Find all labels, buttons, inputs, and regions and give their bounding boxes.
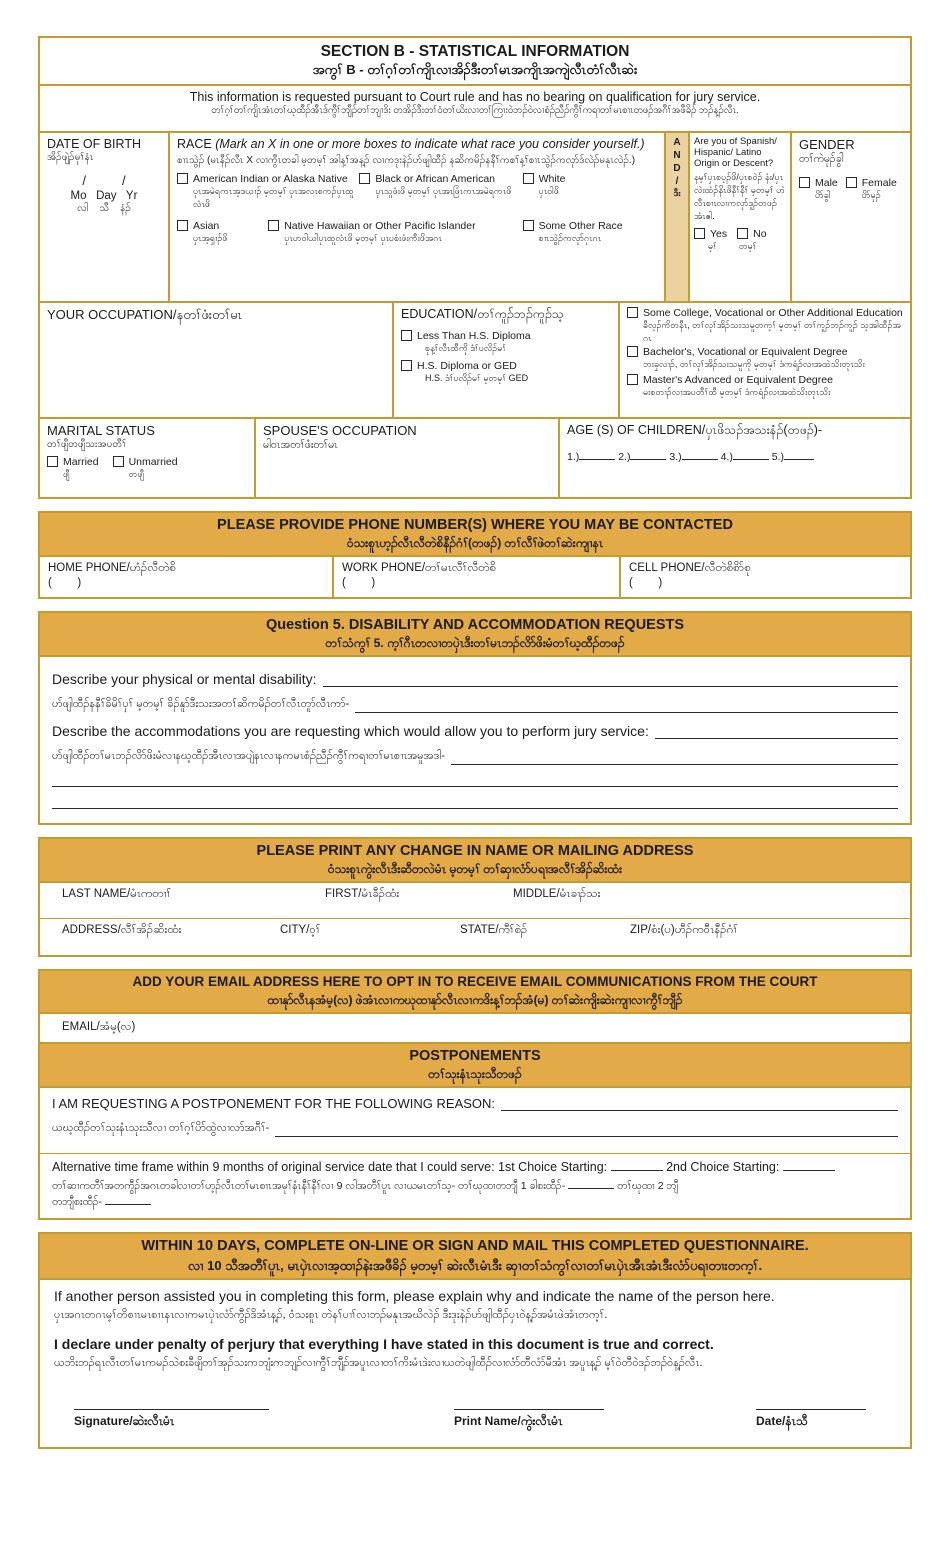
- perjury-declaration-karen: ယဘိးဘၣ်ရၤလီၤတၢ်မၤကမၣ်သဲစးခီဖျိတၢ်အုၣ်သးကဘျံးကဘျၣ်လၢကွီၢ်ဘျီၣ်အပူၤလၢတၢ်ကိးမံၤဒဲးလၢယတဲဖျါထီၣ်လၢလံာ်တီလံာ်မီအံၤ အပူၤန့ၣ် မ့ၢ်ဝဲတီဝဲဒၣ်ဘၣ်ဝဲန့ၣ်လီၤ.: [54, 1357, 703, 1370]
- checkbox-race-other[interactable]: [523, 220, 534, 231]
- postponement-reason-label: I AM REQUESTING A POSTPONEMENT FOR THE FOLLOWING REASON:: [52, 1096, 496, 1112]
- child-slot-label: 5.): [771, 450, 785, 463]
- edu-option-label: Bachelor's, Vocational or Equivalent Degree: [643, 345, 848, 358]
- accommodation-answer-blank-4[interactable]: [52, 797, 898, 809]
- male-label-karen: ပိာ်ခွါ: [815, 190, 831, 201]
- child-age-blank-5[interactable]: [784, 449, 814, 460]
- child-age-blank-2[interactable]: [630, 449, 666, 460]
- race-option-karen: ပှၤအ့ရှၢၣ်ဖိ: [193, 233, 228, 244]
- accommodation-question: Describe the accommodations you are requesting which would allow you to perform jury service:: [52, 723, 649, 740]
- edu-option-label: Some College, Vocational or Other Additional Education: [643, 306, 903, 319]
- race-option-label: Some Other Race: [538, 220, 623, 233]
- hispanic-no-karen: တမ့ၢ်: [738, 241, 757, 252]
- children-ages-label: AGE (S) OF CHILDREN/ပှၤဖိသၣ်အသးနံၣ်(တဖၣ်)-: [567, 422, 823, 437]
- accommodation-answer-blank-2[interactable]: [451, 753, 898, 765]
- assistance-statement-karen: ပှၤအဂၤတဂၤမ့ၢ်တိစၢၤမၤစၢၤနၤလၢကမၤပှဲၤလံာ်ကွီၣ်ဒိအံၤန့ၣ်, ဝံသးစူၤ တဲနၢ်ပၢၢ်လၢဘၣ်မနုၤအဃိလဲၣ် ဒီးဒုးနဲၣ်ဟ်ဖျါထီၣ်ပှၤဝဲန့ၣ်အမံၤဖဲအံၤတက့ၢ်.: [54, 1309, 608, 1322]
- hispanic-origin-section: [688, 133, 790, 301]
- hispanic-question: Are you of Spanish/ Hispanic/ Latino Origin or Descent?: [694, 135, 777, 169]
- race-instruction-karen: စၢၤသွဲၣ် (မၤနီၣ်လီၤ X လၢကွီၤတခါ မ့တမ့ၢ် အါန့ၢ်အန့ၣ် လၢကဒုးနဲၣ်ဟ်ဖျါထီၣ် နဆိကမိၣ်နနီၢ်ကစၢ်န့ၢ်စၢၤသွဲၣ်ကလုာ်ဒ်လဲၣ်မနုၤလဲၣ်.): [177, 154, 636, 166]
- gender-label: GENDER: [799, 136, 855, 152]
- disability-section: [38, 611, 912, 825]
- checkbox-race-american-indian[interactable]: [177, 173, 188, 184]
- email-banner-title: ADD YOUR EMAIL ADDRESS HERE TO OPT IN TO RECEIVE EMAIL COMMUNICATIONS FROM THE COURT: [132, 974, 818, 990]
- email-field[interactable]: [40, 1012, 910, 1042]
- signature-label: Signature/ဆဲးလီၤမံၤ: [74, 1413, 175, 1428]
- section-header: [40, 38, 910, 84]
- spouse-occupation-label: SPOUSE'S OCCUPATION: [263, 422, 417, 438]
- completion-banner-title-karen: လၢ 10 သီအတီၢ်ပူၤ, မၤပှဲၤလၢအ့ထၢၣ်နဲးအဖီခိၣ် မ့တမ့ၢ် ဆဲးလီၤမံၤဒီး ဆှၢတၢ်သံကွၢ်လၢတၢ်မၤပှဲၤအီၤအံၤဒီးလံာ်ပရၢတၢးတက့ၢ်.: [187, 1257, 763, 1273]
- checkbox-married[interactable]: [47, 456, 58, 467]
- first-name-label: FIRST/မံၤခီၣ်ထံး: [325, 888, 400, 901]
- cell-phone-paren: ( ): [629, 576, 663, 589]
- edu-option-karen: ခီလ့ၣ်ကိတနီၤ, တၢ်လုၢ်အိၣ်သးသမူတက့ၢ် မ့တမ့ၢ် တၢ်ကူၣ်ဘၣ်ကူၣ် သ့အါထီၣ်အဂၤ: [643, 319, 901, 343]
- notice: [40, 84, 910, 131]
- and-connector-column: [664, 133, 688, 301]
- checkbox-hispanic-no[interactable]: [737, 228, 748, 239]
- dob-units: Mo Day Yr: [70, 190, 138, 203]
- occupation-field[interactable]: [40, 303, 392, 417]
- date-label: Date/နံၤသီ: [756, 1413, 808, 1428]
- notice-text-karen: တၢ်ဂ့ၢ်တၢ်ကျိၤအံၤတၢ်ဃ့ထီၣ်အီၤဒ်ကွီၢ်ဘျီၣ်တၢ်ဘျၢဒိး တအိၣ်ဒီးတၢ်ဝံတၢ်ယိးလၢတၢ်ကြၢးဝဲဘၣ်ဝဲလၢစံၣ်ညီၣ်ကွီၢ်ကရၢတၢ်မၤစၢၤတဖၣ်အဂီၢ်အဖီခိၣ် ဘၣ်န့ၣ်လီၤ.: [211, 104, 739, 116]
- alternative-time-line: [52, 1160, 898, 1174]
- email-banner-title-karen: ထၢနုာ်လီၤနအံမ့(လ) ဖဲအံၤလၢကဃုထၢနုာ်လီၤလၢကဒိးန့ၢ်ဘၣ်အံ(မ) တၢ်ဆဲးကျိးဆဲးကျၢလၢကွီၢ်ဘျီၣ်: [267, 992, 683, 1007]
- disability-banner: [40, 613, 910, 655]
- checkbox-edu-less-than-hs[interactable]: [401, 330, 412, 341]
- race-option-label: American Indian or Alaska Native: [193, 173, 348, 186]
- checkbox-race-white[interactable]: [523, 173, 534, 184]
- postponements-banner-title-karen: တၢ်သုးနံၤသုးသီတဖၣ်: [428, 1067, 522, 1082]
- work-phone-label: WORK PHONE/တၢ်မၤလီၢ်လီတဲစိ: [342, 561, 496, 574]
- hispanic-yes-karen: မ့ၢ်: [708, 241, 717, 252]
- disability-answer-blank-2[interactable]: [355, 701, 898, 713]
- checkbox-unmarried[interactable]: [113, 456, 124, 467]
- race-option-karen: စၢၤသွဲၣ်ကလုာ်ဂုၤဂၤ: [538, 233, 602, 244]
- race-option-karen: ပှၤဝါဖိ: [538, 186, 559, 197]
- gender-section: [790, 133, 910, 301]
- race-option-label: Native Hawaiian or Other Pacific Islander: [284, 220, 476, 233]
- first-choice-blank-karen[interactable]: [568, 1178, 614, 1189]
- spouse-occupation-field[interactable]: [254, 419, 558, 497]
- checkbox-edu-bachelors[interactable]: [627, 346, 638, 357]
- address-label: ADDRESS/လီၢ်အိၣ်ဆိးထံး: [62, 924, 182, 937]
- cell-phone-field[interactable]: [619, 557, 910, 597]
- postponement-reason-blank-1[interactable]: [501, 1099, 898, 1111]
- education-section-right: [618, 303, 910, 417]
- address-row[interactable]: [40, 918, 910, 955]
- married-label: Married: [63, 456, 99, 469]
- race-option-label: Asian: [193, 220, 220, 233]
- phone-banner: [40, 513, 910, 555]
- work-phone-paren: ( ): [342, 576, 376, 589]
- checkbox-gender-male[interactable]: [799, 177, 810, 188]
- last-name-label: LAST NAME/မံၤကတၢၢ်: [62, 888, 172, 901]
- and-slash: /: [675, 175, 679, 187]
- disability-banner-title-karen: တၢ်သံကွၢ် 5. က့ၢ်ဂီၤတလၢတပှဲၤဒီးတၢ်မၤဘၣ်လိာ်ဖိးမံတၢ်ဃ့ထီၣ်တဖၣ်: [325, 636, 625, 651]
- edu-option-label: Less Than H.S. Diploma: [417, 329, 531, 342]
- alternative-time-line-karen-2: တဘျီစးထီၣ်-: [52, 1194, 898, 1210]
- hispanic-question-karen: နမ့ၢ်ပှၤစပ့ၣ်ဖိ/ပှၤစဝဲၣ် နံး/ပှၤလဲးထံၣ်နိၤဖိနီၢ်နီၢ် မ့တမ့ၢ် ဟဲလီၤစၢၤလၢကလုာ်ဒူၣ်တဖၣ်အံၤဧါ.: [694, 171, 785, 221]
- marital-label: MARITAL STATUS: [47, 422, 155, 438]
- and-text-karen: ဒီး: [673, 187, 681, 198]
- phone-banner-title: PLEASE PROVIDE PHONE NUMBER(S) WHERE YOU MAY BE CONTACTED: [217, 516, 733, 533]
- and-text: AND: [671, 136, 683, 176]
- section-title-karen: အကွၢ် B - တၢ်ဂ့ၢ်တၢ်ကျိၤလၢအိၣ်ဒီးတၢ်မၤအကျိၤအကျဲလီၤတံၢ်လီၤဆဲး: [312, 62, 638, 77]
- phone-banner-title-karen: ဝံသးစူၤဟ့ၣ်လီၤလီတဲစိနီၣ်ဂံၢ်(တဖၣ်) တၢ်လီၢ်ဖဲတၢ်ဆဲးကျၢနၤ: [346, 535, 604, 550]
- checkbox-edu-hs-ged[interactable]: [401, 360, 412, 371]
- phone-section: [38, 511, 912, 599]
- children-ages-section: [558, 419, 910, 497]
- second-choice-blank-karen[interactable]: [105, 1194, 151, 1205]
- state-label: STATE/ကီၢ်စဲၣ်: [460, 924, 528, 937]
- race-option-karen: ပှၤဟဝါယါပှၤထူလံၤဖိ မ့တမ့ၢ် ပှၤပစံးဖံးကီးဖိအဂၤ: [284, 233, 442, 244]
- hispanic-yes-label: Yes: [710, 228, 728, 241]
- edu-option-karen: စုန့ၢ်လီၤထီကို ဒံၢ်ပလိၣ်မၢ်: [425, 342, 507, 353]
- edu-option-label: Master's Advanced or Equivalent Degree: [643, 373, 833, 386]
- disability-banner-title: Question 5. DISABILITY AND ACCOMMODATION REQUESTS: [265, 616, 685, 633]
- checkbox-race-hawaiian-pacific[interactable]: [268, 220, 279, 231]
- male-label: Male: [815, 177, 838, 190]
- middle-name-label: MIDDLE/မံၤခၢၣ်သး: [513, 888, 601, 901]
- edu-option-karen: H.S. ဒံၢ်ပလိၣ်မၢ် မ့တမ့ၢ် GED: [425, 372, 529, 383]
- signature-blank[interactable]: [74, 1398, 269, 1410]
- spouse-occupation-label-karen: မါဝၤအတၢ်ဖံးတၢ်မၤ: [263, 438, 339, 451]
- email-banner: [40, 971, 910, 1012]
- unmarried-label-karen: တဖျီ: [128, 469, 144, 480]
- completion-signature-section: [38, 1232, 912, 1449]
- female-label-karen: ပိာ်မုၣ်: [861, 190, 881, 201]
- completion-banner-title: WITHIN 10 DAYS, COMPLETE ON-LINE OR SIGN AND MAIL THIS COMPLETED QUESTIONNAIRE.: [141, 1238, 809, 1255]
- edu-option-label: H.S. Diploma or GED: [417, 359, 517, 372]
- home-phone-paren: ( ): [48, 576, 82, 589]
- child-age-blank-4[interactable]: [733, 449, 769, 460]
- accommodation-question-karen: ဟ်ဖျါထီၣ်တၢ်မၤဘၣ်လိာ်ဖိးမံလၢနဃ့ထီၣ်အီၤလၢအပျဲနၤလၢနကမၤစံၣ်ညီၣ်ကွီၢ်ကရၢတၢ်မၤစၢၤအမူအဒါ-: [52, 750, 445, 763]
- disability-question: Describe your physical or mental disability:: [52, 671, 317, 688]
- checkbox-race-black[interactable]: [359, 173, 370, 184]
- race-section: [168, 133, 664, 301]
- postponement-reason-blank-2[interactable]: [275, 1125, 898, 1137]
- female-label: Female: [861, 177, 897, 190]
- completion-banner: [40, 1234, 910, 1278]
- occupation-label: YOUR OCCUPATION/နတၢ်ဖံးတၢ်မၤ: [47, 306, 243, 322]
- dob-label-karen: အိၣ်ဖျဲၣ်မုၢ်နံၤ: [47, 151, 94, 163]
- child-slot-label: 4.): [720, 450, 733, 463]
- checkbox-race-asian[interactable]: [177, 220, 188, 231]
- race-option-label: Black or African American: [375, 173, 496, 186]
- education-label: EDUCATION/တၢ်ကူၣ်ဘၣ်ကူၣ်သ့: [401, 306, 564, 321]
- married-label-karen: ဖျီ: [63, 469, 70, 480]
- postponement-reason-label-karen: ယဃ့ထီၣ်တၢ်သုးနံၤသုးသီလၢ တၢ်ဂ့ၢ်ပိာ်ထွဲလၢလာ်အဂီၢ်-: [52, 1122, 270, 1135]
- race-option-label: White: [538, 173, 566, 186]
- race-label: RACE: [177, 136, 212, 151]
- gender-label-karen: တၢ်ကဲမုၣ်ခွါ: [799, 152, 844, 165]
- name-address-change-section: [38, 837, 912, 957]
- email-postponement-section: [38, 969, 912, 1220]
- child-slot-label: 1.): [567, 450, 580, 463]
- date-of-birth-field[interactable]: [40, 133, 168, 301]
- checkbox-hispanic-yes[interactable]: [694, 228, 705, 239]
- unmarried-label: Unmarried: [128, 456, 178, 469]
- dob-label: DATE OF BIRTH: [47, 136, 141, 151]
- name-change-banner-title: PLEASE PRINT ANY CHANGE IN NAME OR MAILING ADDRESS: [256, 842, 694, 859]
- city-label: CITY/ဝ့ၢ်: [280, 924, 321, 937]
- child-slot-label: 2.): [618, 450, 631, 463]
- edu-option-karen: မးစတၢၣ်လၢအပတီၢ်ထီ မ့တမ့ၢ် ဒံကရံၣ်လၢအထဲသိးတုၤသိး: [643, 386, 831, 397]
- disability-answer-blank-1[interactable]: [323, 675, 898, 687]
- name-row[interactable]: [40, 881, 910, 918]
- second-choice-label: 2nd Choice Starting:: [666, 1160, 780, 1175]
- statistical-information-table: [38, 36, 912, 499]
- date-blank[interactable]: [756, 1398, 866, 1410]
- alternative-time-line-karen: တၢ်ဆၢကတီၢ်အတကွီၣ်အဂၤတခါလၢတၢ်ဟ့ၣ်လီၤတၢ်မၤစၢၤအမုၢ်နံၤနီၢ်နီၢ်လၢ 9 လါအတီၢ်ပူၤ လၢယမၤတၢ်သ့- တၢ်ဃုထၢတဘျီ 1 ခါစးထီၣ်- တၢ်ဃုထၢ 2 ဘျီ: [52, 1180, 679, 1193]
- signature-row: [74, 1398, 876, 1431]
- dob-slashes: / /: [82, 173, 126, 189]
- dob-units-karen: လါ သီ နံၣ်: [77, 203, 131, 215]
- zip-label: ZIP/စံး(ပ)ဟီၣ်ကဝီၤနီၣ်ဂံၢ်: [630, 924, 739, 937]
- education-section-left: [392, 303, 618, 417]
- checkbox-edu-some-college[interactable]: [627, 307, 638, 318]
- cell-phone-label: CELL PHONE/လီတဲစိစိာ်စု: [629, 561, 751, 574]
- edu-option-karen: ဘးခၠလၢၣ်, တၢ်လုၢ်အိၣ်သးသမူကို မ့တမ့ၢ် ဒံကရံၣ်လၢအထဲသိးတုၤသိး: [643, 358, 865, 369]
- second-choice-blank[interactable]: [783, 1160, 835, 1171]
- print-name-blank[interactable]: [454, 1398, 604, 1410]
- child-slot-label: 3.): [669, 450, 682, 463]
- first-choice-blank[interactable]: [611, 1160, 663, 1171]
- section-title: SECTION B - STATISTICAL INFORMATION: [320, 43, 630, 60]
- work-phone-field[interactable]: [332, 557, 619, 597]
- hispanic-no-label: No: [753, 228, 767, 241]
- home-phone-field[interactable]: [40, 557, 332, 597]
- notice-text: This information is requested pursuant to Court rule and has no bearing on qualification for jury service.: [189, 89, 761, 104]
- print-name-label: Print Name/ကွဲးလီၤမံၤ: [454, 1413, 563, 1428]
- email-label: EMAIL/အံမ့(လ): [62, 1020, 136, 1033]
- alt-time-text: Alternative time frame within 9 months of original service date that I could serve: 1st Choice Starting:: [52, 1160, 608, 1175]
- race-option-karen: ပှၤအမဲရကၤအ့ဒယၢၣ် မ့တမ့ၢ် ပှၤအလၤစကၣ်ပှၤထူလံၤဖိ: [193, 186, 354, 210]
- name-change-banner: [40, 839, 910, 881]
- disability-question-karen: ဟ်ဖျါထီၣ်နနီၢ်ခိမိၢ်ပှၢ် မ့တမ့ၢ် ခိၣ်နူာ်ဒီးသးအတၢ်ဆိကမိၣ်တၢ်လီၤတူာ်လီၤကာ်-: [52, 698, 350, 711]
- child-age-blank-1[interactable]: [579, 449, 615, 460]
- marital-status-section: [40, 419, 254, 497]
- home-phone-label: HOME PHONE/ဟံၣ်လီတဲစိ: [48, 561, 176, 574]
- accommodation-answer-blank-3[interactable]: [52, 775, 898, 787]
- child-age-blank-3[interactable]: [682, 449, 718, 460]
- perjury-declaration: I declare under penalty of perjury that everything I have stated in this document is true and correct.: [54, 1336, 714, 1353]
- postponements-banner-title: POSTPONEMENTS: [409, 1047, 541, 1064]
- accommodation-answer-blank-1[interactable]: [655, 727, 898, 739]
- checkbox-edu-masters[interactable]: [627, 374, 638, 385]
- name-change-banner-title-karen: ဝံသးစူၤကွဲးလီၤဒီးဆီတလဲမံၤ မ့တမ့ၢ် တၢ်ဆှၢလံာ်ပရၢအလီၢ်အိၣ်ဆိးထံး: [327, 862, 623, 877]
- race-option-karen: ပှၤသူဖံးဖိ မ့တမ့ၢ် ပှၤအၤဖြံၤကၤအမဲရကၤဖိ: [375, 186, 512, 197]
- checkbox-gender-female[interactable]: [846, 177, 857, 188]
- postponements-banner: [40, 1042, 910, 1086]
- race-instruction: (Mark an X in one or more boxes to indicate what race you consider yourself.): [215, 136, 645, 151]
- marital-label-karen: တၢ်ဖျီတဖျီသးအပတီၢ်: [47, 438, 127, 450]
- assistance-statement: If another person assisted you in completing this form, please explain why and indicate the name of the person here.: [54, 1288, 775, 1305]
